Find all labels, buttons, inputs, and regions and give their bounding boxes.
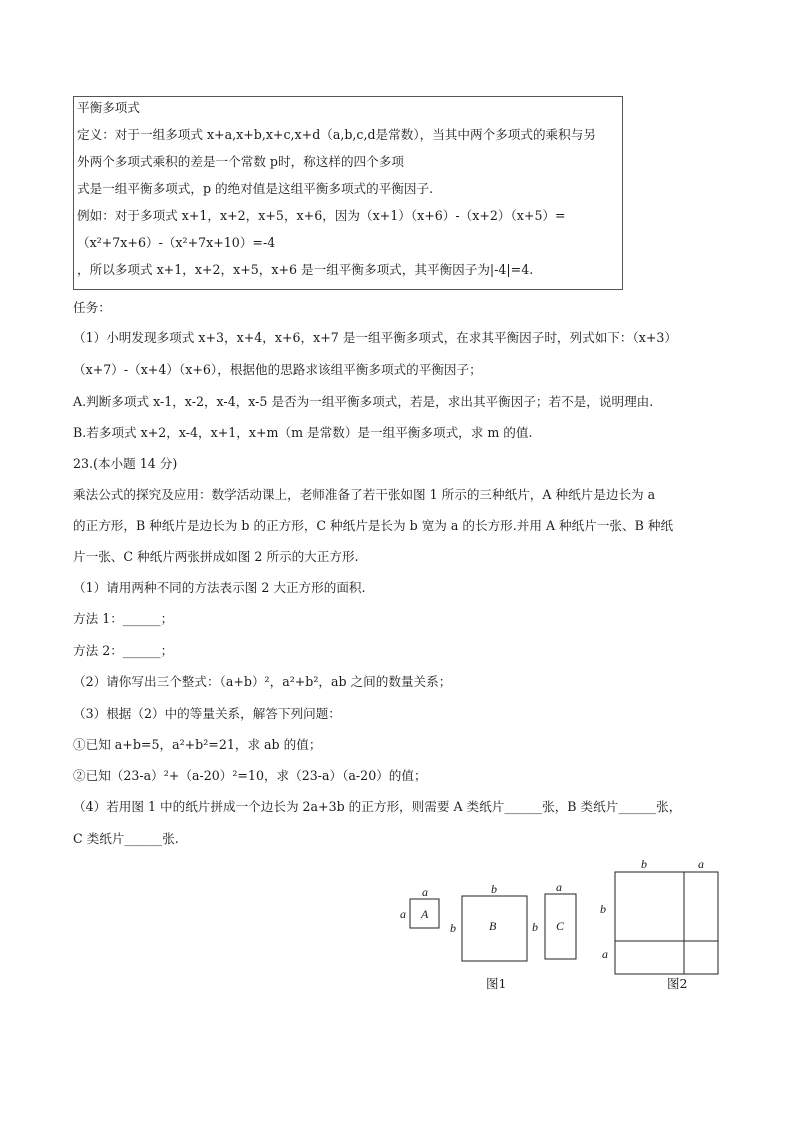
figure-1-caption: 图1 (486, 976, 507, 991)
definition-line-2: 外两个多项式乘积的差是一个常数 p时，称这样的四个多项 (77, 154, 404, 169)
problem-23-q3: （3）根据（2）中的等量关系，解答下列问题： (73, 706, 341, 721)
example-line-1: 例如：对于多项式 x+1，x+2，x+5，x+6，因为（x+1）（x+6）-（x+2）（x+5）= (77, 208, 566, 223)
definition-line-3: 式是一组平衡多项式，p 的绝对值是这组平衡多项式的平衡因子. (77, 181, 434, 196)
piece-b-side-label: b (450, 921, 456, 935)
method-2: 方法 2：______； (73, 643, 174, 658)
example-line-2: （x²+7x+6）-（x²+7x+10）=-4 (77, 235, 276, 250)
definition-line-1: 定义：对于一组多项式 x+a,x+b,x+c,x+d（a,b,c,d是常数），当其中两个多项式的乘积与另 (77, 127, 596, 142)
problem-23-q1: （1）请用两种不同的方法表示图 2 大正方形的面积. (73, 580, 366, 595)
problem-23-intro-2: 的正方形，B 种纸片是边长为 b 的正方形，C 种纸片是长为 b 宽为 a 的长方形.并用 A 种纸片一张、B 种纸 (73, 518, 674, 533)
example-line-3: ，所以多项式 x+1，x+2，x+5，x+6 是一组平衡多项式，其平衡因子为|-4|=4. (77, 262, 534, 277)
big-square (615, 872, 718, 974)
piece-a-name: A (421, 907, 429, 921)
problem-23-intro-3: 片一张、C 种纸片两张拼成如图 2 所示的大正方形. (73, 549, 359, 564)
figure-2-side-b-label: b (600, 902, 606, 916)
problem-23-q4-line-1: （4）若用图 1 中的纸片拼成一个边长为 2a+3b 的正方形，则需要 A 类纸片______张，B 类纸片______张， (73, 799, 682, 814)
figure-2-side-a-label: a (602, 947, 608, 961)
piece-a-top-label: a (422, 885, 428, 899)
method-1: 方法 1：______； (73, 611, 174, 626)
box-title: 平衡多项式 (77, 100, 140, 115)
problem-23-q3-part-2: ②已知（23-a）²+（a-20）²=10，求（23-a）（a-20）的值； (73, 768, 427, 783)
task-q1-line-1: （1）小明发现多项式 x+3，x+4，x+6，x+7 是一组平衡多项式，在求其平衡因子时，列式如下：（x+3） (73, 330, 678, 345)
problem-23-heading: 23.(本小题 14 分) (73, 456, 178, 471)
problem-23-q3-part-1: ①已知 a+b=5，a²+b²=21，求 ab 的值； (73, 737, 322, 752)
problem-23-q4-line-2: C 类纸片______张. (73, 831, 179, 846)
task-heading: 任务： (73, 300, 111, 315)
task-qA: A.判断多项式 x-1，x-2，x-4，x-5 是否为一组平衡多项式，若是，求出其平衡因子；若不是，说明理由. (73, 394, 654, 409)
piece-b-name: B (489, 919, 497, 933)
piece-c-name: C (556, 919, 565, 933)
piece-c-top-label: a (556, 880, 562, 894)
piece-b-top-label: b (491, 882, 497, 896)
figure-2-top-b-label: b (641, 857, 647, 871)
figure-2-caption: 图2 (667, 976, 688, 991)
piece-a-side-label: a (400, 907, 406, 921)
figure-2-top-a-label: a (698, 857, 704, 871)
problem-23-intro-1: 乘法公式的探究及应用：数学活动课上，老师准备了若干张如图 1 所示的三种纸片，A 种纸片是边长为 a (73, 487, 656, 502)
piece-c-side-label: b (532, 920, 538, 934)
task-q1-line-2: （x+7）-（x+4）（x+6），根据他的思路求该组平衡多项式的平衡因子； (73, 362, 482, 377)
task-qB: B.若多项式 x+2，x-4，x+1，x+m（m 是常数）是一组平衡多项式，求 m 的值. (73, 425, 533, 440)
definition-box (73, 96, 623, 290)
problem-23-q2: （2）请你写出三个整式：（a+b）²，a²+b²，ab 之间的数量关系； (73, 674, 452, 689)
